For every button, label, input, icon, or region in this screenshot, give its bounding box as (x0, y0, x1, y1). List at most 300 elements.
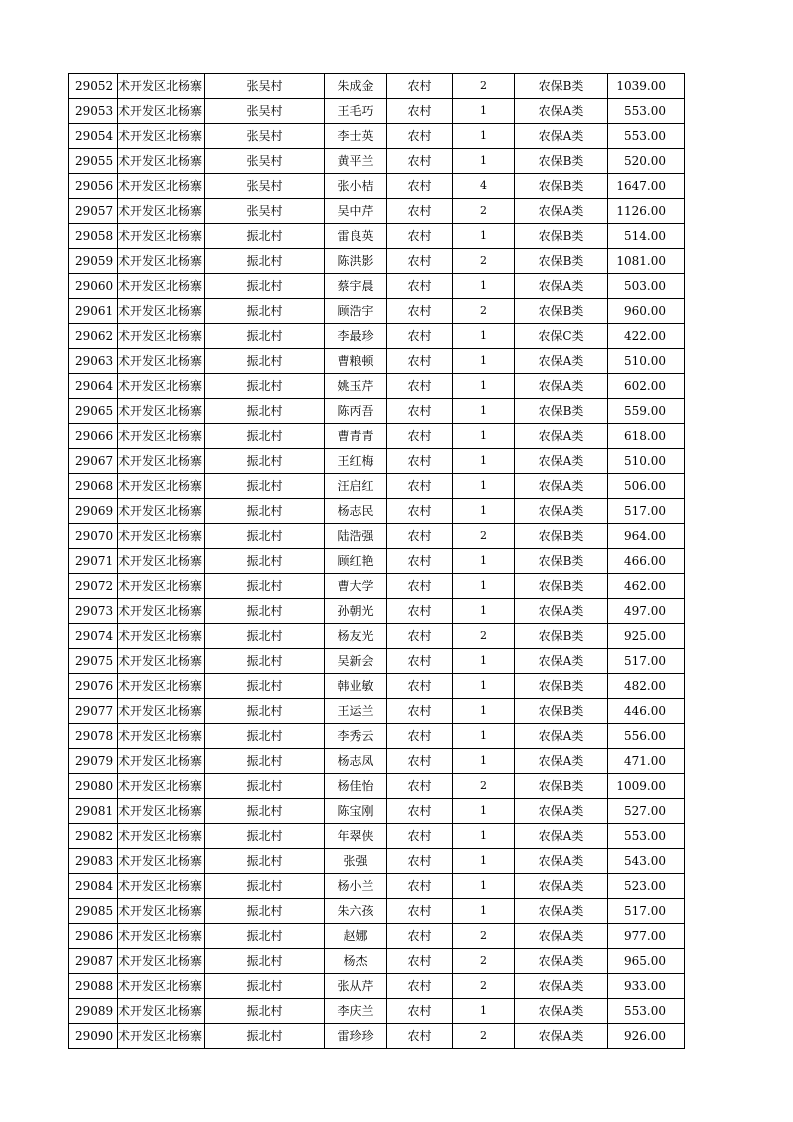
household-size-cell: 1 (453, 699, 515, 724)
name-cell: 韩业敏 (325, 674, 387, 699)
village-cell: 振北村 (205, 349, 325, 374)
name-cell: 李士英 (325, 124, 387, 149)
household-size-cell: 2 (453, 74, 515, 99)
category-cell: 农保B类 (515, 174, 608, 199)
data-table (68, 73, 685, 1049)
area-type-cell: 农村 (387, 374, 453, 399)
household-size-cell: 1 (453, 474, 515, 499)
area-type-cell: 农村 (387, 574, 453, 599)
area-type-cell: 农村 (387, 199, 453, 224)
amount-cell: 965.00 (608, 949, 685, 974)
village-cell: 振北村 (205, 924, 325, 949)
district-cell: 术开发区北杨寨 (118, 624, 205, 649)
record-id-cell: 29060 (69, 274, 118, 299)
name-cell: 雷良英 (325, 224, 387, 249)
amount-cell: 553.00 (608, 999, 685, 1024)
category-cell: 农保A类 (515, 824, 608, 849)
amount-cell: 964.00 (608, 524, 685, 549)
village-cell: 振北村 (205, 299, 325, 324)
record-id-cell: 29062 (69, 324, 118, 349)
category-cell: 农保A类 (515, 974, 608, 999)
district-cell: 术开发区北杨寨 (118, 1024, 205, 1049)
record-id-cell: 29068 (69, 474, 118, 499)
record-id-cell: 29058 (69, 224, 118, 249)
area-type-cell: 农村 (387, 399, 453, 424)
name-cell: 杨志凤 (325, 749, 387, 774)
category-cell: 农保A类 (515, 649, 608, 674)
record-id-cell: 29082 (69, 824, 118, 849)
amount-cell: 446.00 (608, 699, 685, 724)
area-type-cell: 农村 (387, 449, 453, 474)
record-id-cell: 29066 (69, 424, 118, 449)
district-cell: 术开发区北杨寨 (118, 774, 205, 799)
name-cell: 吴新会 (325, 649, 387, 674)
area-type-cell: 农村 (387, 799, 453, 824)
area-type-cell: 农村 (387, 424, 453, 449)
amount-cell: 1081.00 (608, 249, 685, 274)
name-cell: 朱成金 (325, 74, 387, 99)
name-cell: 李最珍 (325, 324, 387, 349)
name-cell: 姚玉芹 (325, 374, 387, 399)
village-cell: 振北村 (205, 424, 325, 449)
village-cell: 振北村 (205, 574, 325, 599)
district-cell: 术开发区北杨寨 (118, 649, 205, 674)
village-cell: 振北村 (205, 549, 325, 574)
table-row (69, 924, 685, 949)
district-cell: 术开发区北杨寨 (118, 749, 205, 774)
household-size-cell: 1 (453, 149, 515, 174)
name-cell: 曹青青 (325, 424, 387, 449)
record-id-cell: 29072 (69, 574, 118, 599)
village-cell: 张吴村 (205, 124, 325, 149)
table-row (69, 224, 685, 249)
name-cell: 朱六孩 (325, 899, 387, 924)
area-type-cell: 农村 (387, 874, 453, 899)
village-cell: 振北村 (205, 499, 325, 524)
area-type-cell: 农村 (387, 824, 453, 849)
village-cell: 张吴村 (205, 74, 325, 99)
district-cell: 术开发区北杨寨 (118, 849, 205, 874)
table-row (69, 549, 685, 574)
amount-cell: 559.00 (608, 399, 685, 424)
village-cell: 张吴村 (205, 149, 325, 174)
category-cell: 农保A类 (515, 449, 608, 474)
area-type-cell: 农村 (387, 299, 453, 324)
household-size-cell: 1 (453, 799, 515, 824)
table-row (69, 449, 685, 474)
table-row (69, 874, 685, 899)
village-cell: 振北村 (205, 824, 325, 849)
district-cell: 术开发区北杨寨 (118, 949, 205, 974)
village-cell: 振北村 (205, 474, 325, 499)
table-row (69, 824, 685, 849)
amount-cell: 1126.00 (608, 199, 685, 224)
category-cell: 农保B类 (515, 74, 608, 99)
village-cell: 振北村 (205, 524, 325, 549)
village-cell: 振北村 (205, 324, 325, 349)
area-type-cell: 农村 (387, 349, 453, 374)
record-id-cell: 29080 (69, 774, 118, 799)
amount-cell: 553.00 (608, 99, 685, 124)
household-size-cell: 2 (453, 974, 515, 999)
district-cell: 术开发区北杨寨 (118, 824, 205, 849)
district-cell: 术开发区北杨寨 (118, 274, 205, 299)
category-cell: 农保B类 (515, 774, 608, 799)
amount-cell: 517.00 (608, 899, 685, 924)
category-cell: 农保A类 (515, 124, 608, 149)
area-type-cell: 农村 (387, 124, 453, 149)
village-cell: 振北村 (205, 999, 325, 1024)
category-cell: 农保A类 (515, 749, 608, 774)
name-cell: 吴中芹 (325, 199, 387, 224)
area-type-cell: 农村 (387, 749, 453, 774)
household-size-cell: 1 (453, 124, 515, 149)
household-size-cell: 4 (453, 174, 515, 199)
village-cell: 振北村 (205, 849, 325, 874)
record-id-cell: 29057 (69, 199, 118, 224)
area-type-cell: 农村 (387, 774, 453, 799)
name-cell: 曹粮顿 (325, 349, 387, 374)
household-size-cell: 1 (453, 399, 515, 424)
household-size-cell: 1 (453, 499, 515, 524)
table-row (69, 799, 685, 824)
record-id-cell: 29077 (69, 699, 118, 724)
area-type-cell: 农村 (387, 274, 453, 299)
household-size-cell: 1 (453, 674, 515, 699)
table-row (69, 999, 685, 1024)
household-size-cell: 1 (453, 649, 515, 674)
table-row (69, 299, 685, 324)
household-size-cell: 1 (453, 224, 515, 249)
area-type-cell: 农村 (387, 99, 453, 124)
area-type-cell: 农村 (387, 674, 453, 699)
category-cell: 农保A类 (515, 924, 608, 949)
household-size-cell: 2 (453, 774, 515, 799)
household-size-cell: 1 (453, 874, 515, 899)
record-id-cell: 29063 (69, 349, 118, 374)
village-cell: 振北村 (205, 949, 325, 974)
district-cell: 术开发区北杨寨 (118, 599, 205, 624)
record-id-cell: 29053 (69, 99, 118, 124)
record-id-cell: 29073 (69, 599, 118, 624)
category-cell: 农保A类 (515, 1024, 608, 1049)
area-type-cell: 农村 (387, 724, 453, 749)
area-type-cell: 农村 (387, 249, 453, 274)
name-cell: 杨友光 (325, 624, 387, 649)
household-size-cell: 2 (453, 199, 515, 224)
household-size-cell: 1 (453, 324, 515, 349)
amount-cell: 926.00 (608, 1024, 685, 1049)
category-cell: 农保A类 (515, 424, 608, 449)
category-cell: 农保A类 (515, 874, 608, 899)
name-cell: 陈宝刚 (325, 799, 387, 824)
name-cell: 曹大学 (325, 574, 387, 599)
category-cell: 农保A类 (515, 999, 608, 1024)
record-id-cell: 29052 (69, 74, 118, 99)
village-cell: 振北村 (205, 699, 325, 724)
amount-cell: 618.00 (608, 424, 685, 449)
name-cell: 杨杰 (325, 949, 387, 974)
name-cell: 陈丙吾 (325, 399, 387, 424)
category-cell: 农保B类 (515, 674, 608, 699)
category-cell: 农保B类 (515, 574, 608, 599)
district-cell: 术开发区北杨寨 (118, 74, 205, 99)
category-cell: 农保B类 (515, 249, 608, 274)
table-row (69, 649, 685, 674)
amount-cell: 462.00 (608, 574, 685, 599)
area-type-cell: 农村 (387, 74, 453, 99)
category-cell: 农保A类 (515, 349, 608, 374)
record-id-cell: 29079 (69, 749, 118, 774)
area-type-cell: 农村 (387, 949, 453, 974)
district-cell: 术开发区北杨寨 (118, 499, 205, 524)
record-id-cell: 29059 (69, 249, 118, 274)
category-cell: 农保B类 (515, 624, 608, 649)
village-cell: 振北村 (205, 599, 325, 624)
amount-cell: 553.00 (608, 124, 685, 149)
household-size-cell: 1 (453, 374, 515, 399)
name-cell: 蔡宇晨 (325, 274, 387, 299)
name-cell: 陆浩强 (325, 524, 387, 549)
household-size-cell: 2 (453, 249, 515, 274)
name-cell: 赵娜 (325, 924, 387, 949)
area-type-cell: 农村 (387, 849, 453, 874)
household-size-cell: 2 (453, 1024, 515, 1049)
amount-cell: 503.00 (608, 274, 685, 299)
household-size-cell: 1 (453, 749, 515, 774)
household-size-cell: 1 (453, 274, 515, 299)
district-cell: 术开发区北杨寨 (118, 224, 205, 249)
table-row (69, 349, 685, 374)
table-row (69, 1024, 685, 1049)
record-id-cell: 29084 (69, 874, 118, 899)
record-id-cell: 29081 (69, 799, 118, 824)
village-cell: 张吴村 (205, 174, 325, 199)
amount-cell: 527.00 (608, 799, 685, 824)
table-row (69, 174, 685, 199)
record-id-cell: 29074 (69, 624, 118, 649)
district-cell: 术开发区北杨寨 (118, 249, 205, 274)
household-size-cell: 1 (453, 574, 515, 599)
amount-cell: 553.00 (608, 824, 685, 849)
record-id-cell: 29075 (69, 649, 118, 674)
table-row (69, 249, 685, 274)
area-type-cell: 农村 (387, 699, 453, 724)
amount-cell: 466.00 (608, 549, 685, 574)
village-cell: 张吴村 (205, 99, 325, 124)
amount-cell: 517.00 (608, 649, 685, 674)
village-cell: 振北村 (205, 799, 325, 824)
household-size-cell: 2 (453, 624, 515, 649)
village-cell: 振北村 (205, 899, 325, 924)
amount-cell: 1009.00 (608, 774, 685, 799)
table-row (69, 99, 685, 124)
amount-cell: 602.00 (608, 374, 685, 399)
record-id-cell: 29090 (69, 1024, 118, 1049)
district-cell: 术开发区北杨寨 (118, 874, 205, 899)
village-cell: 振北村 (205, 274, 325, 299)
village-cell: 张吴村 (205, 199, 325, 224)
category-cell: 农保A类 (515, 599, 608, 624)
district-cell: 术开发区北杨寨 (118, 699, 205, 724)
amount-cell: 523.00 (608, 874, 685, 899)
district-cell: 术开发区北杨寨 (118, 424, 205, 449)
category-cell: 农保B类 (515, 549, 608, 574)
record-id-cell: 29086 (69, 924, 118, 949)
village-cell: 振北村 (205, 749, 325, 774)
household-size-cell: 1 (453, 549, 515, 574)
table-row (69, 699, 685, 724)
table-row (69, 474, 685, 499)
name-cell: 汪启红 (325, 474, 387, 499)
category-cell: 农保A类 (515, 274, 608, 299)
table-row (69, 674, 685, 699)
table-body (69, 74, 685, 1049)
district-cell: 术开发区北杨寨 (118, 924, 205, 949)
district-cell: 术开发区北杨寨 (118, 149, 205, 174)
category-cell: 农保A类 (515, 799, 608, 824)
district-cell: 术开发区北杨寨 (118, 999, 205, 1024)
name-cell: 雷珍珍 (325, 1024, 387, 1049)
household-size-cell: 1 (453, 899, 515, 924)
area-type-cell: 农村 (387, 549, 453, 574)
table-row (69, 399, 685, 424)
household-size-cell: 1 (453, 424, 515, 449)
amount-cell: 482.00 (608, 674, 685, 699)
area-type-cell: 农村 (387, 624, 453, 649)
table-row (69, 199, 685, 224)
table-row (69, 74, 685, 99)
name-cell: 年翠侠 (325, 824, 387, 849)
area-type-cell: 农村 (387, 324, 453, 349)
district-cell: 术开发区北杨寨 (118, 974, 205, 999)
category-cell: 农保C类 (515, 324, 608, 349)
village-cell: 振北村 (205, 874, 325, 899)
amount-cell: 510.00 (608, 449, 685, 474)
district-cell: 术开发区北杨寨 (118, 474, 205, 499)
amount-cell: 1647.00 (608, 174, 685, 199)
table-row (69, 974, 685, 999)
household-size-cell: 2 (453, 299, 515, 324)
amount-cell: 520.00 (608, 149, 685, 174)
amount-cell: 510.00 (608, 349, 685, 374)
amount-cell: 977.00 (608, 924, 685, 949)
table-row (69, 599, 685, 624)
record-id-cell: 29064 (69, 374, 118, 399)
amount-cell: 933.00 (608, 974, 685, 999)
record-id-cell: 29078 (69, 724, 118, 749)
record-id-cell: 29067 (69, 449, 118, 474)
amount-cell: 497.00 (608, 599, 685, 624)
village-cell: 振北村 (205, 399, 325, 424)
name-cell: 杨小兰 (325, 874, 387, 899)
record-id-cell: 29070 (69, 524, 118, 549)
household-size-cell: 1 (453, 849, 515, 874)
district-cell: 术开发区北杨寨 (118, 674, 205, 699)
name-cell: 李庆兰 (325, 999, 387, 1024)
amount-cell: 556.00 (608, 724, 685, 749)
amount-cell: 506.00 (608, 474, 685, 499)
village-cell: 振北村 (205, 249, 325, 274)
category-cell: 农保A类 (515, 499, 608, 524)
village-cell: 振北村 (205, 974, 325, 999)
record-id-cell: 29089 (69, 999, 118, 1024)
category-cell: 农保A类 (515, 899, 608, 924)
district-cell: 术开发区北杨寨 (118, 324, 205, 349)
table-row (69, 149, 685, 174)
district-cell: 术开发区北杨寨 (118, 99, 205, 124)
category-cell: 农保B类 (515, 524, 608, 549)
table-row (69, 274, 685, 299)
area-type-cell: 农村 (387, 599, 453, 624)
record-id-cell: 29076 (69, 674, 118, 699)
table-row (69, 424, 685, 449)
household-size-cell: 1 (453, 599, 515, 624)
name-cell: 张从芹 (325, 974, 387, 999)
name-cell: 黄平兰 (325, 149, 387, 174)
area-type-cell: 农村 (387, 499, 453, 524)
household-size-cell: 2 (453, 949, 515, 974)
district-cell: 术开发区北杨寨 (118, 174, 205, 199)
category-cell: 农保A类 (515, 199, 608, 224)
table-row (69, 574, 685, 599)
district-cell: 术开发区北杨寨 (118, 574, 205, 599)
village-cell: 振北村 (205, 449, 325, 474)
name-cell: 李秀云 (325, 724, 387, 749)
area-type-cell: 农村 (387, 924, 453, 949)
name-cell: 王运兰 (325, 699, 387, 724)
household-size-cell: 2 (453, 524, 515, 549)
district-cell: 术开发区北杨寨 (118, 549, 205, 574)
area-type-cell: 农村 (387, 974, 453, 999)
amount-cell: 517.00 (608, 499, 685, 524)
district-cell: 术开发区北杨寨 (118, 724, 205, 749)
table-row (69, 774, 685, 799)
table-row (69, 124, 685, 149)
district-cell: 术开发区北杨寨 (118, 299, 205, 324)
amount-cell: 471.00 (608, 749, 685, 774)
record-id-cell: 29083 (69, 849, 118, 874)
category-cell: 农保A类 (515, 949, 608, 974)
area-type-cell: 农村 (387, 474, 453, 499)
table-row (69, 849, 685, 874)
record-id-cell: 29055 (69, 149, 118, 174)
record-id-cell: 29056 (69, 174, 118, 199)
name-cell: 孙朝光 (325, 599, 387, 624)
village-cell: 振北村 (205, 1024, 325, 1049)
village-cell: 振北村 (205, 624, 325, 649)
category-cell: 农保B类 (515, 224, 608, 249)
category-cell: 农保A类 (515, 374, 608, 399)
table-row (69, 374, 685, 399)
area-type-cell: 农村 (387, 174, 453, 199)
village-cell: 振北村 (205, 674, 325, 699)
area-type-cell: 农村 (387, 524, 453, 549)
name-cell: 陈洪影 (325, 249, 387, 274)
district-cell: 术开发区北杨寨 (118, 449, 205, 474)
area-type-cell: 农村 (387, 899, 453, 924)
name-cell: 张强 (325, 849, 387, 874)
district-cell: 术开发区北杨寨 (118, 524, 205, 549)
record-id-cell: 29069 (69, 499, 118, 524)
household-size-cell: 1 (453, 449, 515, 474)
name-cell: 顾红艳 (325, 549, 387, 574)
amount-cell: 543.00 (608, 849, 685, 874)
village-cell: 振北村 (205, 724, 325, 749)
household-size-cell: 1 (453, 999, 515, 1024)
category-cell: 农保A类 (515, 99, 608, 124)
table-row (69, 324, 685, 349)
